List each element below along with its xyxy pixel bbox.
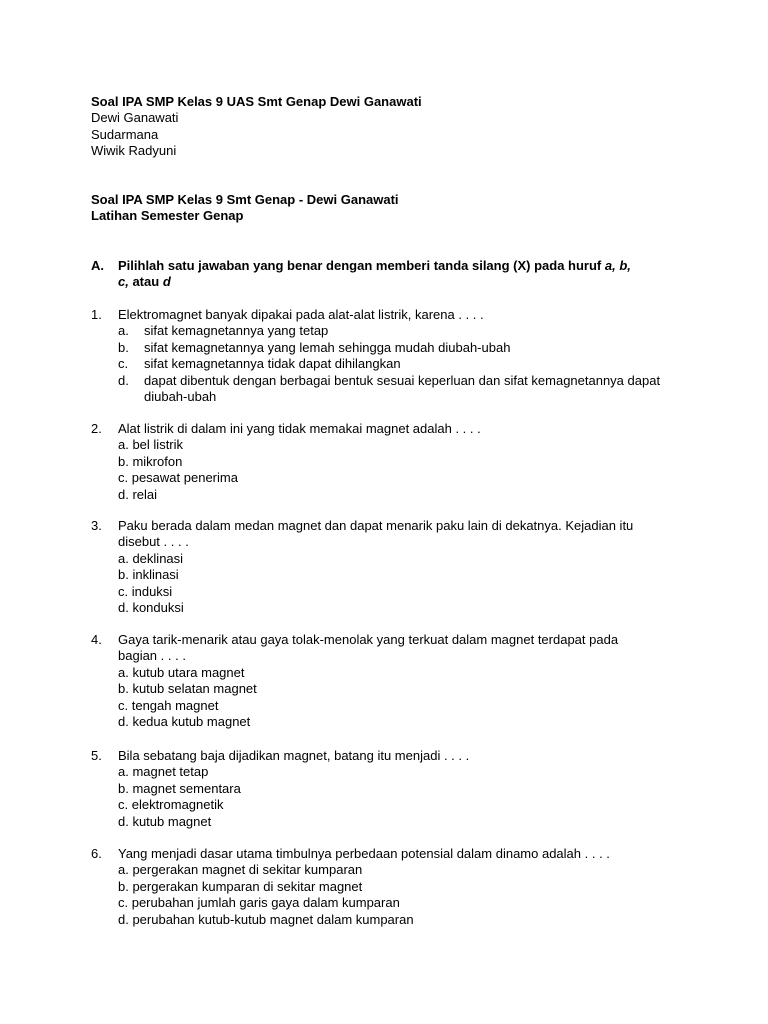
option-c: c. tengah magnet	[118, 697, 219, 713]
question-stem: Elektromagnet banyak dipakai pada alat-alat listrik, karena . . . .	[118, 307, 484, 322]
option-b	[118, 340, 711, 356]
author-3: Wiwik Radyuni	[91, 143, 177, 159]
options-list	[118, 323, 711, 405]
question-number: 3.	[91, 518, 102, 533]
option-letter: a.	[118, 323, 129, 339]
option-d: d. relai	[118, 486, 158, 502]
subheader-title: Soal IPA SMP Kelas 9 Smt Genap - Dewi Ganawati	[91, 192, 399, 207]
question-stem-line: Gaya tarik-menarik atau gaya tolak-menolak yang terkuat dalam magnet terdapat pada	[118, 632, 619, 647]
options-list	[118, 665, 711, 731]
option-text: sifat kemagnetannya tidak dapat dihilangkan	[144, 356, 401, 372]
question-number: 6.	[91, 846, 102, 861]
question-stem-line: Paku berada dalam medan magnet dan dapat menarik paku lain di dekatnya. Kejadian itu	[118, 518, 634, 533]
question-stem: Alat listrik di dalam ini yang tidak memakai magnet adalah . . . .	[118, 421, 481, 436]
question-stem: Yang menjadi dasar utama timbulnya perbedaan potensial dalam dinamo adalah . . . .	[118, 846, 610, 861]
option-c	[118, 356, 711, 372]
question-number: 1.	[91, 307, 102, 322]
option-b: b. kutub selatan magnet	[118, 681, 257, 697]
option-c: c. induksi	[118, 583, 173, 599]
question-stem-line: disebut . . . .	[118, 534, 189, 550]
option-a: a. bel listrik	[118, 437, 184, 453]
section-a-text	[118, 258, 691, 291]
document-header	[91, 94, 691, 160]
document-subheader	[91, 192, 691, 225]
instruction-atau: atau	[128, 274, 163, 290]
options-list	[118, 764, 711, 830]
option-text: dapat dibentuk dengan berbagai bentuk sesuai keperluan dan sifat kemagnetannya dapat diubah-ubah	[144, 372, 661, 405]
options-list	[118, 862, 711, 928]
option-letter: c.	[118, 356, 129, 372]
instruction-letters-ab: a, b,	[604, 258, 631, 273]
question-1	[91, 307, 711, 405]
question-stem: Bila sebatang baja dijadikan magnet, batang itu menjadi . . . .	[118, 748, 470, 763]
option-d: d. perubahan kutub-kutub magnet dalam kumparan	[118, 911, 414, 927]
options-list	[118, 551, 711, 617]
question-2	[91, 421, 711, 503]
option-letter: b.	[118, 339, 129, 355]
option-d: d. kutub magnet	[118, 813, 212, 829]
question-number: 2.	[91, 421, 102, 436]
section-a-instruction	[91, 258, 691, 291]
option-c: c. pesawat penerima	[118, 470, 238, 486]
question-5	[91, 748, 711, 830]
question-number: 4.	[91, 632, 102, 647]
document-title: Soal IPA SMP Kelas 9 UAS Smt Genap Dewi Ganawati	[91, 94, 422, 109]
instruction-letter-c: c,	[118, 274, 129, 290]
question-6	[91, 846, 711, 928]
option-d: d. konduksi	[118, 600, 184, 616]
option-a: a. magnet tetap	[118, 764, 209, 780]
subheader-subtitle: Latihan Semester Genap	[91, 208, 244, 224]
section-a-label: A.	[91, 258, 104, 273]
instruction-letter-d: d	[162, 274, 171, 290]
question-number: 5.	[91, 748, 102, 763]
question-stem	[118, 518, 711, 551]
option-b: b. mikrofon	[118, 453, 183, 469]
option-b: b. inklinasi	[118, 567, 179, 583]
author-1: Dewi Ganawati	[91, 110, 179, 126]
question-3	[91, 518, 711, 616]
option-b: b. pergerakan kumparan di sekitar magnet	[118, 878, 363, 894]
question-stem-line: bagian . . . .	[118, 648, 186, 664]
instruction-text: Pilihlah satu jawaban yang benar dengan memberi tanda silang (X) pada huruf	[118, 258, 605, 273]
options-list	[118, 437, 711, 503]
option-text: sifat kemagnetannya yang lemah sehingga mudah diubah-ubah	[144, 339, 511, 355]
option-a: a. deklinasi	[118, 550, 184, 566]
option-a: a. pergerakan magnet di sekitar kumparan	[118, 862, 363, 878]
option-c: c. perubahan jumlah garis gaya dalam kumparan	[118, 895, 400, 911]
option-text: sifat kemagnetannya yang tetap	[144, 323, 329, 339]
question-4	[91, 632, 711, 730]
option-c: c. elektromagnetik	[118, 797, 224, 813]
option-a	[118, 323, 711, 339]
author-2: Sudarmana	[91, 126, 159, 142]
option-d: d. kedua kutub magnet	[118, 714, 251, 730]
question-stem	[118, 632, 711, 665]
option-a: a. kutub utara magnet	[118, 664, 245, 680]
option-d	[118, 373, 674, 406]
option-b: b. magnet sementara	[118, 780, 241, 796]
option-letter: d.	[118, 372, 129, 388]
